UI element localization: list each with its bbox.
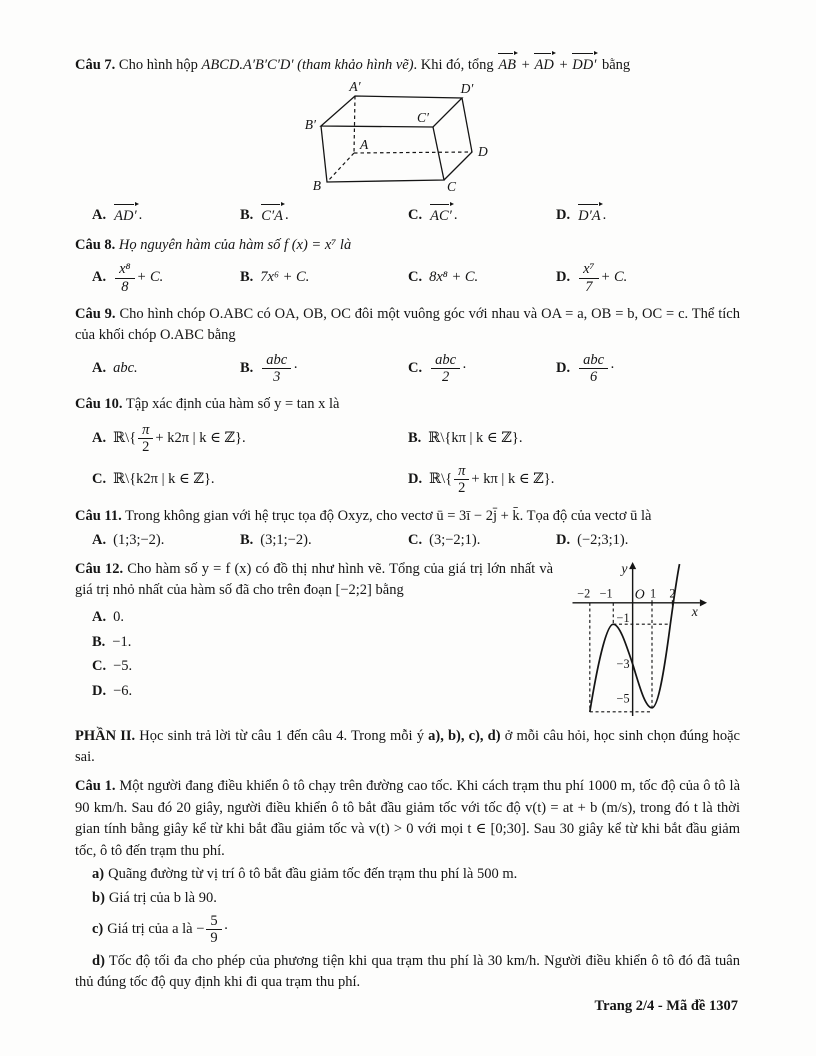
- question-12-label: Câu 12.: [75, 560, 124, 577]
- vector-DDp: DD′: [571, 52, 598, 76]
- part2-q1-item-b: b) Giá trị của b là 90.: [92, 889, 217, 906]
- option-8b: B. 7x⁶ + C.: [240, 269, 310, 286]
- part2-q1-stem: Câu 1. Một người đang điều khiển ô tô chạy trên đường cao tốc. Khi cách trạm thu phí 1000 m, tốc độ của ô tô là 90 km/h. Sau đó 20 giây, người điều khiển ô tô bắt đầu giảm tốc với tốc độ v(t) = at + b (m/s), trong đó t là thời gian tính bằng giây kể từ khi bắt đầu giảm tốc và v(t) > 0 với mọi t ∈ [0;30]. Sau 30 giây kể từ khi bắt đầu giảm tốc, ô tô đến trạm thu phí.: [75, 778, 741, 859]
- option-10b: B. ℝ\{kπ | k ∈ ℤ}.: [408, 429, 523, 446]
- page-footer: Trang 2/4 - Mã đề 1307: [594, 998, 738, 1014]
- svg-text:2: 2: [669, 586, 676, 601]
- parallelepiped-figure: [283, 78, 533, 200]
- question-9: [75, 304, 740, 387]
- fraction: $\frac{\pi}{2}$: [138, 422, 153, 455]
- fraction: $\frac{\text{abc}}{3}$: [262, 352, 291, 385]
- question-11-options: [75, 530, 740, 551]
- question-11-label: Câu 11.: [75, 507, 122, 524]
- question-7-stem: Câu 7. Cho hình hộp ABCD.A′B′C′D′ (tham khảo hình vẽ). Khi đó, tổng AB + AD + DD′ bằng: [75, 52, 740, 76]
- svg-text:−1: −1: [616, 610, 630, 625]
- option-8c: C. 8x⁸ + C.: [408, 269, 479, 286]
- svg-text:−1: −1: [599, 586, 613, 601]
- question-8-stem: Câu 8. Họ nguyên hàm của hàm số f (x) = x⁷ là: [75, 236, 352, 253]
- option-9b: B. $\frac{\text{abc}}{3}$ ·: [240, 351, 299, 385]
- option-11c: C. (3;−2;1).: [408, 532, 481, 549]
- vector-AD: AD: [533, 52, 555, 76]
- question-7-figure: [75, 78, 740, 200]
- part2-q1-label: Câu 1.: [75, 778, 116, 795]
- option-7c: C. AC′ .: [408, 203, 556, 227]
- origin-label: O: [634, 586, 645, 602]
- box-solid-edges: [321, 96, 472, 182]
- option-12a: A. 0.: [92, 609, 124, 626]
- fraction: $\frac{\text{abc}}{6}$: [579, 352, 608, 385]
- x-axis-label: x: [691, 603, 698, 619]
- vertex-A: A: [359, 137, 368, 153]
- question-8-options: [75, 259, 740, 296]
- question-8-label: Câu 8.: [75, 236, 116, 253]
- option-12d: D. −6.: [92, 682, 133, 699]
- svg-text:1: 1: [649, 586, 657, 601]
- vector-AB: AB: [497, 52, 518, 76]
- vertex-B-prime: B′: [304, 117, 316, 133]
- option-10a: A. ℝ\{ $\frac{\pi}{2}$ + k2π | k ∈ ℤ}.: [92, 421, 246, 455]
- y-axis-label: y: [621, 560, 628, 576]
- question-12: [75, 559, 740, 719]
- vertex-A-prime: A′: [348, 79, 361, 95]
- question-11-stem: Câu 11. Trong không gian với hệ trục tọa độ Oxyz, cho vectơ ū = 3ī − 2j̄ + k̄. Tọa độ của vectơ ū là: [75, 507, 652, 524]
- question-9-label: Câu 9.: [75, 305, 116, 322]
- option-8d: D. $\frac{\text{x⁷}}{7}$ + C.: [556, 261, 628, 295]
- option-7a: A. AD′ .: [92, 203, 240, 227]
- question-10-options: [75, 420, 740, 499]
- svg-text:−3: −3: [616, 656, 630, 671]
- option-10c: C. ℝ\{k2π | k ∈ ℤ}.: [92, 471, 215, 488]
- svg-text:−2: −2: [577, 586, 591, 601]
- option-9d: D. $\frac{\text{abc}}{6}$ ·: [556, 351, 615, 385]
- option-9c: C. $\frac{\text{abc}}{2}$ ·: [408, 351, 467, 385]
- option-11a: A. (1;3;−2).: [92, 532, 165, 549]
- part2-heading: PHẦN II. Học sinh trả lời từ câu 1 đến câu 4. Trong mỗi ý a), b), c), d) ở mỗi câu hỏi, học sinh chọn đúng hoặc sai.: [75, 727, 740, 765]
- option-12b: B. −1.: [92, 633, 132, 650]
- vertex-B: B: [312, 178, 321, 194]
- x-arrow-icon: [700, 599, 707, 606]
- part2-q1-item-c: c) Giá trị của a là − $\frac{5}{9}$ ·: [92, 913, 229, 947]
- option-8a: A. $\frac{\text{x⁸}}{8}$ + C.: [92, 261, 164, 295]
- option-7b: B. C′A .: [240, 203, 408, 227]
- question-12-options: [75, 607, 553, 702]
- option-12c: C. −5.: [92, 658, 133, 675]
- function-graph: [564, 561, 740, 719]
- vertex-D-prime: D′: [460, 81, 473, 97]
- part2-label: PHẦN II.: [75, 727, 136, 744]
- option-9a: A. abc.: [92, 359, 138, 376]
- question-11: [75, 506, 740, 552]
- fraction: $\frac{\text{x⁷}}{7}$: [579, 261, 598, 294]
- fraction: $\frac{\pi}{2}$: [454, 463, 469, 496]
- question-12-stem: Câu 12. Cho hàm số y = f (x) có đồ thị như hình vẽ. Tổng của giá trị lớn nhất và giá trị nhỏ nhất của hàm số đã cho trên đoạn [−2;2] bằng: [75, 560, 553, 598]
- option-7d: D. D′A .: [556, 203, 740, 227]
- question-10-stem: Câu 10. Tập xác định của hàm số y = tan x là: [75, 396, 340, 413]
- question-10-label: Câu 10.: [75, 396, 123, 413]
- option-11b: B. (3;1;−2).: [240, 532, 312, 549]
- question-9-options: [75, 350, 740, 387]
- svg-text:−5: −5: [616, 691, 630, 706]
- fraction: $\frac{\text{x⁸}}{8}$: [115, 261, 134, 294]
- y-arrow-icon: [629, 562, 636, 569]
- part2-question-1: [75, 776, 740, 993]
- part2-q1-item-a: a) Quãng đường từ vị trí ô tô bắt đầu giảm tốc đến trạm thu phí là 500 m.: [92, 866, 518, 883]
- fraction: $\frac{\text{abc}}{2}$: [431, 352, 460, 385]
- fraction: $\frac{5}{9}$: [206, 913, 221, 946]
- vertex-C-prime: C′: [416, 110, 429, 126]
- question-7-label: Câu 7.: [75, 57, 116, 73]
- question-9-stem: Câu 9. Cho hình chóp O.ABC có OA, OB, OC đôi một vuông góc với nhau và OA = a, OB = b, OC = c. Thể tích của khối chóp O.ABC bằng: [75, 305, 740, 344]
- part2-q1-item-d: d) Tốc độ tối đa cho phép của phương tiện khi qua trạm thu phí là 30 km/h. Người điều khiển ô tô đó đã tuân thủ đúng tốc độ quy định khi đi qua trạm thu phí.: [75, 952, 740, 991]
- question-8: [75, 235, 740, 297]
- vertex-C: C: [446, 179, 456, 195]
- option-11d: D. (−2;3;1).: [556, 532, 629, 549]
- question-7-options: [75, 203, 740, 227]
- vertex-D: D: [477, 144, 488, 160]
- question-7: [75, 52, 740, 228]
- question-10: [75, 394, 740, 498]
- option-10d: D. ℝ\{ $\frac{\pi}{2}$ + kπ | k ∈ ℤ}.: [408, 463, 555, 497]
